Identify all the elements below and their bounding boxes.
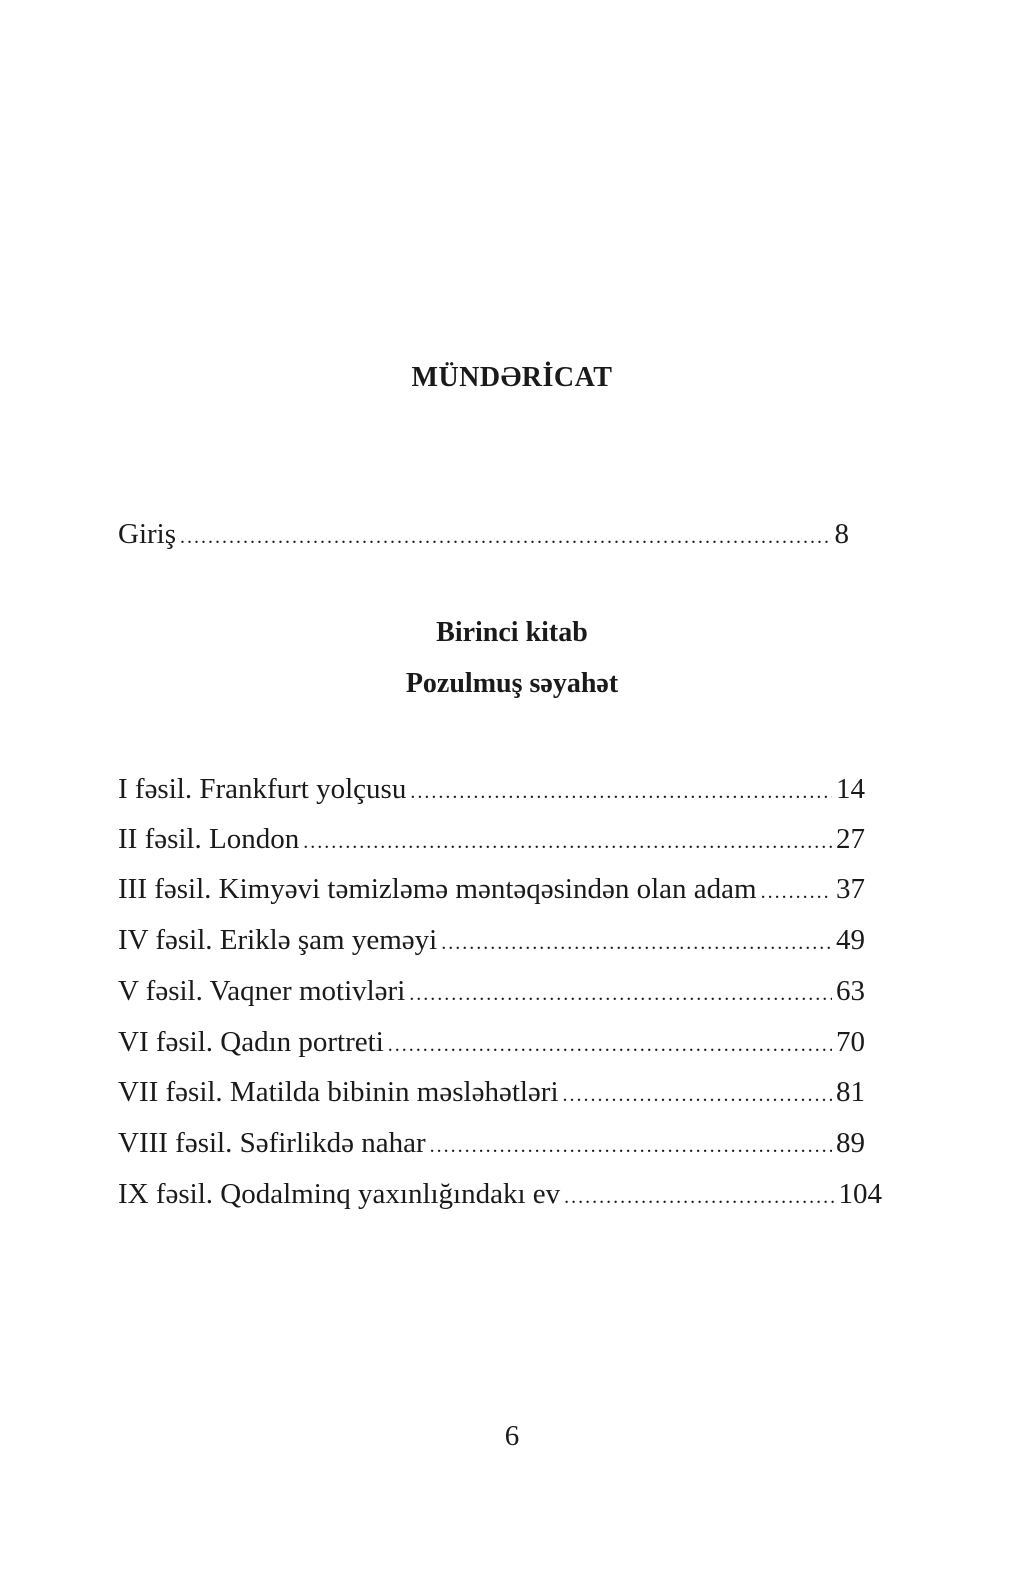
- dot-leader: [303, 824, 832, 860]
- toc-entry-page: 104: [838, 1178, 882, 1210]
- book-subheading: Pozulmuş səyahət: [405, 668, 619, 699]
- dot-leader: [441, 925, 832, 961]
- toc-entry-label: VIII fəsil. Səfirlikdə nahar: [118, 1127, 426, 1159]
- toc-entry-label: IX fəsil. Qodalminq yaxınlığındakı ev: [118, 1178, 561, 1210]
- dot-leader: [409, 976, 832, 1012]
- toc-entry-chapter-1[interactable]: [118, 771, 865, 810]
- dot-leader: [388, 1027, 832, 1063]
- toc-entry-chapter-3[interactable]: [118, 871, 865, 910]
- page-number: 6: [504, 1420, 520, 1452]
- dot-leader: [563, 1077, 832, 1113]
- toc-entry-page: 81: [836, 1076, 865, 1108]
- toc-entry-label: VI fəsil. Qadın portreti: [118, 1026, 384, 1058]
- book-heading: Birinci kitab: [436, 617, 588, 648]
- toc-entry-label: V fəsil. Vaqner motivləri: [118, 975, 406, 1007]
- toc-entry-label: III fəsil. Kimyəvi təmizləmə məntəqəsindən olan adam: [118, 873, 757, 905]
- toc-entry-page: 63: [836, 975, 865, 1007]
- toc-entry-chapter-9[interactable]: [118, 1176, 882, 1215]
- dot-leader: [761, 874, 832, 910]
- toc-entry-chapter-5[interactable]: [118, 973, 865, 1012]
- toc-entry-chapter-4[interactable]: [118, 922, 865, 961]
- toc-entry-page: 37: [836, 873, 865, 905]
- dot-leader: [180, 519, 831, 555]
- toc-entry-page: 70: [836, 1026, 865, 1058]
- page-title: MÜNDƏRİCAT: [411, 362, 613, 393]
- toc-entry-chapter-6[interactable]: [118, 1024, 865, 1063]
- toc-entry-label: VII fəsil. Matilda bibinin məsləhətləri: [118, 1076, 559, 1108]
- toc-entry-label: I fəsil. Frankfurt yolçusu: [118, 773, 407, 805]
- toc-entry-page: 27: [836, 823, 865, 855]
- toc-entry-label: IV fəsil. Eriklə şam yeməyi: [118, 924, 438, 956]
- dot-leader: [430, 1128, 832, 1164]
- toc-entry-chapter-8[interactable]: [118, 1125, 865, 1164]
- toc-entry-page: 89: [836, 1127, 865, 1159]
- toc-entry-label: Giriş: [118, 518, 176, 550]
- toc-entry-label: II fəsil. London: [118, 823, 300, 855]
- toc-entry-page: 14: [836, 773, 865, 805]
- toc-entry-page: 49: [836, 924, 865, 956]
- dot-leader: [564, 1179, 834, 1215]
- dot-leader: [410, 774, 832, 810]
- toc-entry-page: 8: [834, 518, 849, 550]
- toc-entry-intro[interactable]: [118, 516, 849, 555]
- toc-entry-chapter-7[interactable]: [118, 1074, 865, 1113]
- toc-entry-chapter-2[interactable]: [118, 821, 865, 860]
